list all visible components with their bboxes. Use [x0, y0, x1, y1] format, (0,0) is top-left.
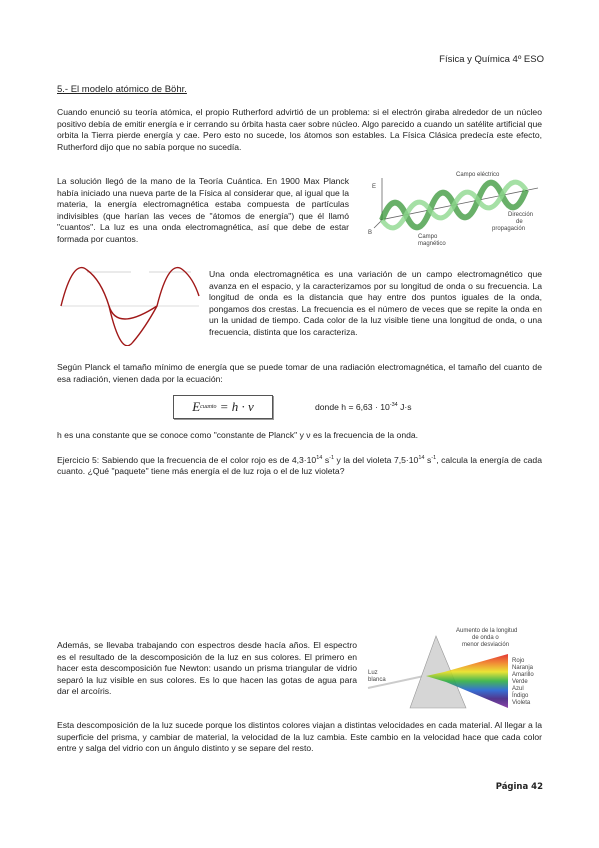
- planck-equation: [173, 395, 273, 419]
- planck-constant-text: donde h = 6,63 · 10: [315, 402, 390, 412]
- prism-color-azul: Azul: [512, 686, 524, 692]
- prism-title-1: Aumento de la longitud: [456, 628, 518, 634]
- exercise-text-5: , calcula la energía de cada cuanto. ¿Qué "paquete" tiene más energía el de luz roja o el de luz violeta?: [57, 454, 542, 477]
- label-campo-magnetico-2: magnético: [418, 241, 446, 247]
- prism-color-violeta: Violeta: [512, 700, 531, 706]
- prism-color-indigo: Índigo: [512, 693, 529, 699]
- paragraph-planck: La solución llegó de la mano de la Teoría Cuántica. En 1900 Max Planck había iniciado una nueva parte de la Física al considerar que, al igual que la materia, la energía electromagnética estaba compuesta de partículas indivisibles (que harían las veces de "átomos de energía") que él llamó "cuantos". La luz es una onda electromagnética, así que debe de estar formada por cuantos.: [57, 176, 349, 244]
- em-wave-figure: [366, 168, 546, 254]
- paragraph-spectrum: Además, se llevaba trabajando con espectros desde hacía años. El espectro es el resultado de la descomposición de la luz en sus colores. El primero en hacer esta descomposición fue Newton: usando un prisma triangular de vidrio separó la luz visible en sus colores. Es lo que hacen las gotas de agua para dar el arcoíris.: [57, 640, 357, 697]
- label-campo-magnetico-1: Campo: [418, 234, 438, 240]
- exercise-exp-violet: 14: [418, 455, 425, 461]
- planck-constant: [315, 402, 412, 412]
- prism-color-rojo: Rojo: [512, 658, 525, 664]
- planck-constant-exp: -34: [389, 402, 398, 409]
- label-direccion-3: propagación: [492, 226, 526, 232]
- prism-figure: [366, 624, 544, 716]
- paragraph-em-wave: Una onda electromagnética es una variación de un campo electromagnético que avanza en el espacio, y la caracterizamos por su longitud de onda o su frecuencia. La longitud de onda es la distancia que hay entre dos puntos iguales de la onda, pongamos dos crestas. La frecuencia es el número de veces que se repite la onda en un la unidad de tiempo. Cada color de la luz visible tiene una longitud de onda, o una frecuencia, distinta que los caracteriza.: [209, 269, 542, 337]
- exercise-exp-red: 14: [316, 455, 323, 461]
- prism-luz-2: blanca: [368, 677, 386, 683]
- paragraph-dispersion: Esta descomposición de la luz sucede porque los distintos colores viajan a distintas velocidades en cada material. Al llegar a la superficie del prisma, y cambiar de material, la velocidad de la luz cambia. Este cambio en la velocidad hace que cada color entre y salga del vidrio con un ángulo distinto y se separe del resto.: [57, 720, 542, 754]
- exercise-text-1: Ejercicio 5: Sabiendo que la frecuencia de el color rojo es de 4,3·10: [57, 454, 317, 465]
- label-b: B: [368, 230, 373, 236]
- exercise-text-2: s: [322, 454, 330, 465]
- prism-title-3: menor desviación: [462, 642, 510, 648]
- prism-color-amarillo: Amarillo: [512, 672, 534, 678]
- paragraph-planck-energy: Según Planck el tamaño mínimo de energía que se puede tomar de una radiación electromagnética, el tamaño del cuanto de esa radiación, vienen dada por la ecuación:: [57, 362, 542, 384]
- exercise-exp-minus1-a: -1: [329, 455, 335, 461]
- label-direccion-1: Dirección: [508, 212, 534, 218]
- label-campo-electrico: Campo eléctrico: [456, 172, 500, 178]
- exercise-exp-minus1-b: -1: [431, 455, 437, 461]
- equation-rhs: = h · ν: [219, 399, 254, 414]
- prism-color-verde: Verde: [512, 679, 528, 685]
- prism-title-2: de onda o: [472, 635, 499, 641]
- paragraph-exercise-5: [57, 453, 542, 478]
- label-e: E: [372, 184, 377, 190]
- section-title: 5.- El modelo atómico de Böhr.: [57, 84, 187, 95]
- equation-subscript: cuanto: [200, 404, 217, 410]
- exercise-text-3: y la del violeta 7,5·10: [334, 454, 419, 465]
- paragraph-constant: h es una constante que se conoce como "constante de Planck" y ν es la frecuencia de la onda.: [57, 430, 419, 440]
- prism-luz-1: Luz: [368, 670, 378, 676]
- equation-e: E: [192, 399, 201, 414]
- prism-color-naranja: Naranja: [512, 665, 534, 671]
- page-header: Física y Química 4º ESO: [439, 54, 544, 65]
- sine-wave-figure: [57, 266, 203, 346]
- paragraph-rutherford: Cuando enunció su teoría atómica, el propio Rutherford advirtió de un problema: si el electrón giraba alrededor de un núcleo positivo debía de emitir energía e ir cerrando su órbita hasta caer sobre núcleo. Algo parecido a cuando un satélite artificial que orbita la Tierra pierde energía y cae. Pero esto no sucede, los átomos son estables. La Física Clásica predecía este efecto, Rutherford dijo que no sabía porque no sucedía.: [57, 107, 542, 152]
- exercise-text-4: s: [424, 454, 432, 465]
- page-number: Página 42: [495, 782, 543, 792]
- label-direccion-2: de: [516, 219, 523, 225]
- planck-constant-unit: J·s: [397, 402, 412, 412]
